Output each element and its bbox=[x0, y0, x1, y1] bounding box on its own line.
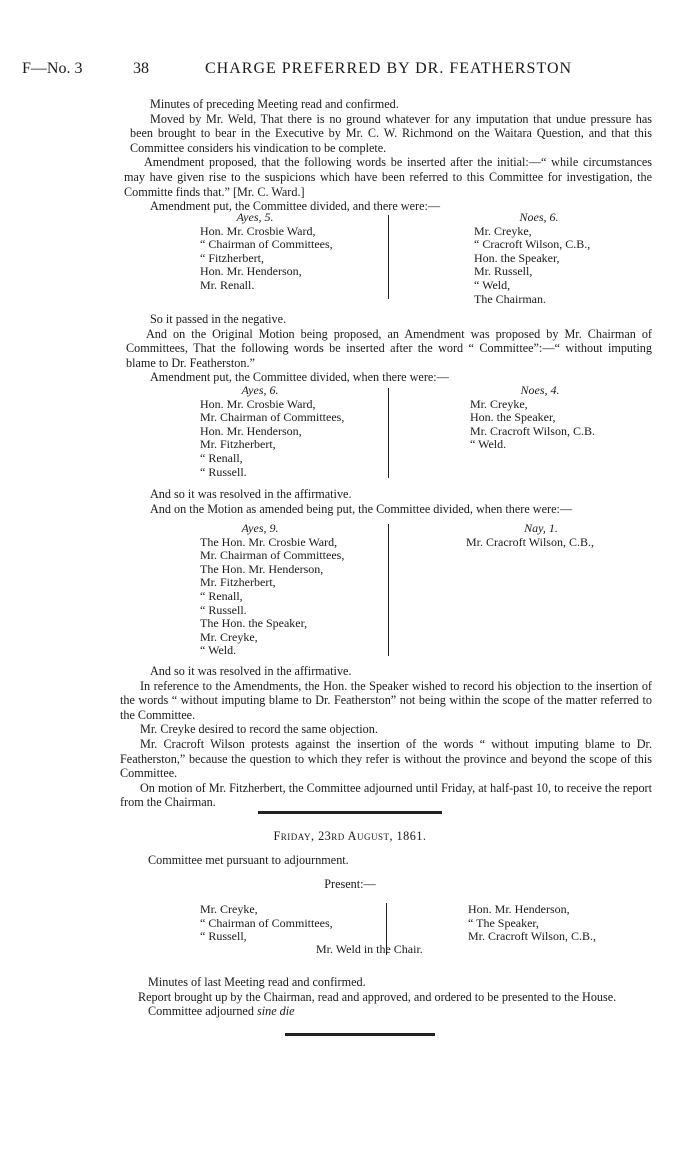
member-name: “ Weld, bbox=[474, 277, 511, 292]
member-name: Hon. the Speaker, bbox=[470, 410, 556, 425]
paragraph bbox=[128, 1004, 652, 1019]
column-divider bbox=[388, 215, 389, 299]
meeting-date: Friday, 23rd August, 1861. bbox=[273, 829, 427, 843]
present-left-column bbox=[200, 903, 400, 944]
member-name: Hon. Mr. Crosbie Ward, bbox=[200, 223, 316, 238]
member-name: Hon. Mr. Crosbie Ward, bbox=[200, 396, 316, 411]
meeting-intro: Committee met pursuant to adjournment. bbox=[148, 853, 349, 867]
division-list-3 bbox=[200, 522, 620, 657]
paragraph: Moved by Mr. Weld, That there is no ground whatever for any imputation that undue pressure has been brought to bear in the Executive by Mr. C. W. Richmond on the Waitara Question, and that this Committee considers his vindication to be complete. bbox=[130, 111, 652, 155]
noes-column bbox=[474, 211, 654, 306]
member-name: The Hon. Mr. Henderson, bbox=[200, 561, 324, 576]
page-number: 38 bbox=[133, 60, 149, 77]
member-name: “ Cracroft Wilson, C.B., bbox=[474, 237, 591, 252]
paragraph: And so it was resolved in the affirmative. bbox=[150, 664, 352, 678]
column-divider bbox=[388, 524, 389, 656]
member-name: “ Renall, bbox=[200, 588, 243, 603]
member-name: “ Chairman of Committees, bbox=[200, 237, 333, 252]
member-name: Mr. Creyke, bbox=[474, 223, 532, 238]
member-name: Mr. Cracroft Wilson, C.B., bbox=[468, 929, 596, 944]
noes-heading: Noes, 4. bbox=[520, 383, 560, 397]
member-name: “ Chairman of Committees, bbox=[200, 915, 333, 930]
document-id: F—No. 3 bbox=[22, 60, 83, 77]
member-name: Mr. Creyke, bbox=[200, 629, 258, 644]
paragraph: Report brought up by the Chairman, read and approved, and ordered to be presented to the House. bbox=[138, 989, 617, 1004]
member-name: Mr. Chairman of Committees, bbox=[200, 410, 345, 425]
member-name: Hon. Mr. Henderson, bbox=[200, 264, 302, 279]
member-name: Mr. Cracroft Wilson, C.B., bbox=[466, 534, 594, 549]
paragraph: And so it was resolved in the affirmative. bbox=[150, 487, 352, 501]
member-name: Mr. Creyke, bbox=[200, 902, 258, 916]
division-list-2 bbox=[200, 383, 620, 479]
present-right-column bbox=[468, 903, 648, 944]
member-name: Mr. Renall. bbox=[200, 277, 255, 292]
paragraph: In reference to the Amendments, the Hon. the Speaker wished to record his objection to the insertion of the words “ without imputing blame to Dr. Featherston” not being within the scope of the matter referred to the Committee. bbox=[120, 678, 652, 722]
member-name: Hon. Mr. Henderson, bbox=[468, 902, 570, 916]
paragraph: Minutes of last Meeting read and confirmed. bbox=[148, 975, 366, 989]
member-name: “ The Speaker, bbox=[468, 915, 539, 930]
noes-heading: Noes, 6. bbox=[519, 210, 559, 224]
noes-column bbox=[466, 522, 646, 549]
minutes-section-1 bbox=[124, 97, 652, 214]
member-name: “ Weld. bbox=[200, 643, 237, 658]
member-name: Hon. Mr. Henderson, bbox=[200, 423, 302, 438]
column-divider bbox=[388, 388, 389, 478]
member-name: “ Russell, bbox=[200, 929, 247, 944]
present-label: Present:— bbox=[324, 877, 376, 891]
minutes-section-2 bbox=[126, 312, 652, 385]
member-name: Mr. Fitzherbert, bbox=[200, 575, 276, 590]
member-name: Hon. the Speaker, bbox=[474, 250, 560, 265]
adjourned-term: sine die bbox=[257, 1004, 295, 1019]
ayes-heading: Ayes, 9. bbox=[241, 521, 279, 535]
page-header bbox=[0, 60, 700, 84]
paragraph: On motion of Mr. Fitzherbert, the Committee adjourned until Friday, at half-past 10, to receive the report from the Chairman. bbox=[120, 780, 652, 810]
paragraph: Minutes of preceding Meeting read and confirmed. bbox=[150, 97, 399, 111]
paragraph: And on the Original Motion being proposed, an Amendment was proposed by Mr. Chairman of Committees, That the following words be inserted after the word “ Committee”:—“ without imputing blame to Dr. Featherston.” bbox=[126, 326, 652, 370]
noes-heading: Nay, 1. bbox=[524, 521, 558, 535]
adjourned-text: Committee adjourned bbox=[148, 1004, 254, 1019]
member-name: The Hon. the Speaker, bbox=[200, 616, 308, 631]
ayes-column bbox=[200, 522, 400, 658]
paragraph: Amendment put, the Committee divided, when there were:— bbox=[150, 370, 449, 385]
member-name: Mr. Cracroft Wilson, C.B. bbox=[470, 423, 595, 438]
section-rule bbox=[258, 811, 442, 814]
member-name: Mr. Creyke, bbox=[470, 396, 528, 411]
meeting-2-minutes bbox=[128, 975, 652, 1019]
paragraph: Amendment put, the Committee divided, and there were:— bbox=[150, 199, 441, 214]
noes-column bbox=[470, 384, 650, 452]
minutes-section-3 bbox=[130, 487, 652, 516]
ayes-column bbox=[200, 211, 400, 293]
member-name: The Chairman. bbox=[474, 291, 546, 306]
member-name: Mr. Chairman of Committees, bbox=[200, 548, 345, 563]
member-name: “ Russell. bbox=[200, 464, 247, 479]
ayes-heading: Ayes, 6. bbox=[241, 383, 279, 397]
ayes-heading: Ayes, 5. bbox=[236, 210, 274, 224]
member-name: Mr. Fitzherbert, bbox=[200, 437, 276, 452]
paragraph: Mr. Cracroft Wilson protests against the insertion of the words “ without imputing blame to Dr. Featherston,” because the question to which they refer is without the province and beyond the scope of this Committee. bbox=[120, 736, 652, 781]
present-list bbox=[200, 903, 620, 963]
member-name: “ Weld. bbox=[470, 437, 507, 452]
ayes-column bbox=[200, 384, 400, 479]
paragraph: So it passed in the negative. bbox=[150, 312, 287, 326]
paragraph: Amendment proposed, that the following words be inserted after the initial:—“ while circumstances may have given rise to the suspicions which have been referred to this Committee for investigation, the Committe finds that.” [Mr. C. Ward.] bbox=[124, 155, 652, 199]
minutes-section-4 bbox=[120, 664, 652, 810]
member-name: “ Renall, bbox=[200, 450, 243, 465]
chair-line: Mr. Weld in the Chair. bbox=[316, 942, 423, 956]
end-rule bbox=[285, 1033, 435, 1036]
paragraph: And on the Motion as amended being put, the Committee divided, when there were:— bbox=[150, 501, 573, 516]
page-title: CHARGE PREFERRED BY DR. FEATHERSTON bbox=[205, 60, 573, 77]
member-name: “ Fitzherbert, bbox=[200, 250, 264, 265]
member-name: The Hon. Mr. Crosbie Ward, bbox=[200, 534, 338, 549]
member-name: Mr. Russell, bbox=[474, 264, 533, 279]
division-list-1 bbox=[200, 210, 620, 306]
paragraph: Mr. Creyke desired to record the same objection. bbox=[140, 722, 378, 737]
member-name: “ Russell. bbox=[200, 602, 247, 617]
